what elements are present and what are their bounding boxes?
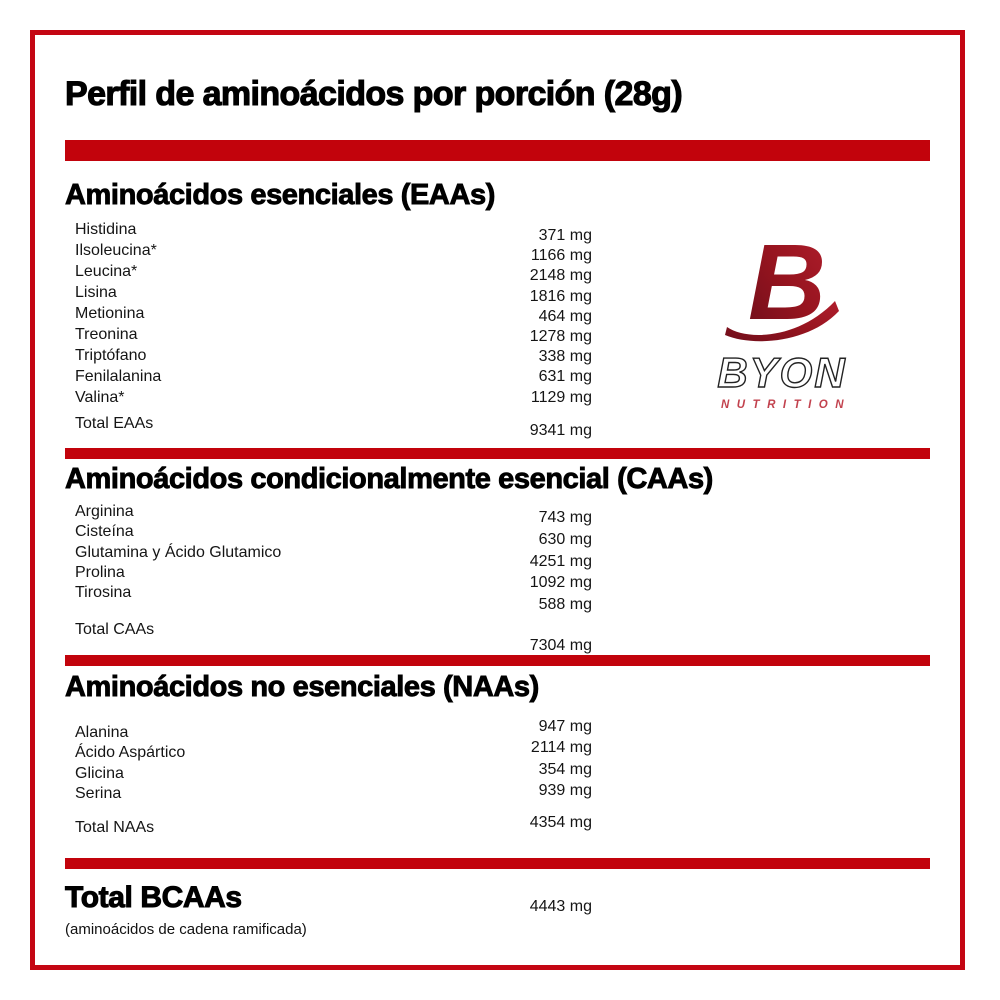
byon-b-icon: [713, 223, 853, 345]
amino-name: Tirosina: [75, 584, 132, 602]
total-eaa-label: Total EAAs: [75, 415, 154, 432]
amino-value: 2114 mg: [530, 739, 592, 757]
naa-name-column: [75, 723, 185, 804]
total-eaa-value: 9341 mg: [529, 422, 592, 439]
section-divider-bar: [65, 858, 930, 869]
section-header-naa: Aminoácidos no esenciales (NAAs): [65, 671, 539, 703]
amino-name: Lisina: [75, 284, 117, 301]
title-divider-bar: [65, 140, 930, 161]
total-naa-label: Total NAAs: [75, 819, 155, 836]
amino-name: Histidina: [75, 221, 137, 238]
eaa-name-column: [75, 219, 161, 408]
amino-name: Glicina: [75, 764, 124, 782]
amino-name: Ácido Aspártico: [75, 744, 186, 762]
caa-name-column: [75, 502, 281, 603]
amino-name: Triptófano: [75, 347, 147, 364]
amino-value: 1129 mg: [530, 388, 592, 406]
total-caa-value: 7304 mg: [529, 637, 592, 654]
amino-value: 1166 mg: [530, 247, 592, 265]
amino-value: 1278 mg: [529, 328, 592, 346]
section-header-caa: Aminoácidos condicionalmente esencial (CAAs): [65, 463, 713, 495]
caa-value-column: [452, 507, 592, 616]
amino-value: 631 mg: [538, 368, 592, 386]
amino-name: Treonina: [75, 326, 138, 343]
amino-name: Metionina: [75, 305, 145, 322]
amino-value: 338 mg: [538, 348, 592, 366]
page-title: Perfil de aminoácidos por porción (28g): [65, 75, 683, 113]
nutrition-tagline: NUTRITION: [720, 399, 852, 411]
amino-name: Serina: [75, 784, 122, 802]
total-bcaa-title: Total BCAAs: [65, 881, 242, 914]
amino-value: 1092 mg: [529, 574, 592, 592]
amino-name: Leucina*: [75, 263, 138, 280]
amino-value: 939 mg: [538, 781, 592, 799]
byon-logo: [685, 223, 880, 411]
svg-text:B: B: [747, 223, 826, 342]
total-naa-value: 4354 mg: [529, 814, 592, 831]
amino-value: 947 mg: [538, 718, 592, 735]
total-caa-label: Total CAAs: [75, 621, 155, 638]
amino-value: 588 mg: [538, 596, 592, 614]
amino-value: 464 mg: [538, 307, 592, 325]
section-divider-bar: [65, 655, 930, 666]
amino-name: Ilsoleucina*: [75, 242, 157, 259]
amino-value: 743 mg: [538, 509, 592, 526]
amino-value: 4251 mg: [529, 552, 592, 570]
amino-name: Valina*: [75, 389, 125, 406]
amino-name: Prolina: [75, 563, 125, 581]
label-card: [30, 30, 965, 970]
amino-name: Fenilalanina: [75, 368, 162, 385]
byon-brand-text: BYON: [717, 349, 847, 396]
amino-name: Alanina: [75, 724, 129, 741]
total-bcaa-value: 4443 mg: [529, 898, 592, 915]
total-bcaa-subtitle: (aminoácidos de cadena ramificada): [65, 921, 307, 938]
eaa-value-column: [452, 226, 592, 408]
amino-value: 2148 mg: [529, 267, 592, 285]
amino-value: 630 mg: [538, 530, 592, 548]
naa-value-column: [452, 716, 592, 801]
amino-value: 1816 mg: [529, 287, 592, 305]
amino-value: 354 mg: [538, 760, 592, 778]
amino-value: 371 mg: [538, 227, 592, 244]
amino-name: Glutamina y Ácido Glutamico: [75, 543, 282, 561]
byon-wordmark: [685, 347, 880, 397]
section-header-eaa: Aminoácidos esenciales (EAAs): [65, 179, 495, 211]
section-divider-bar: [65, 448, 930, 459]
amino-name: Arginina: [75, 503, 134, 520]
amino-name: Cisteína: [75, 523, 134, 541]
